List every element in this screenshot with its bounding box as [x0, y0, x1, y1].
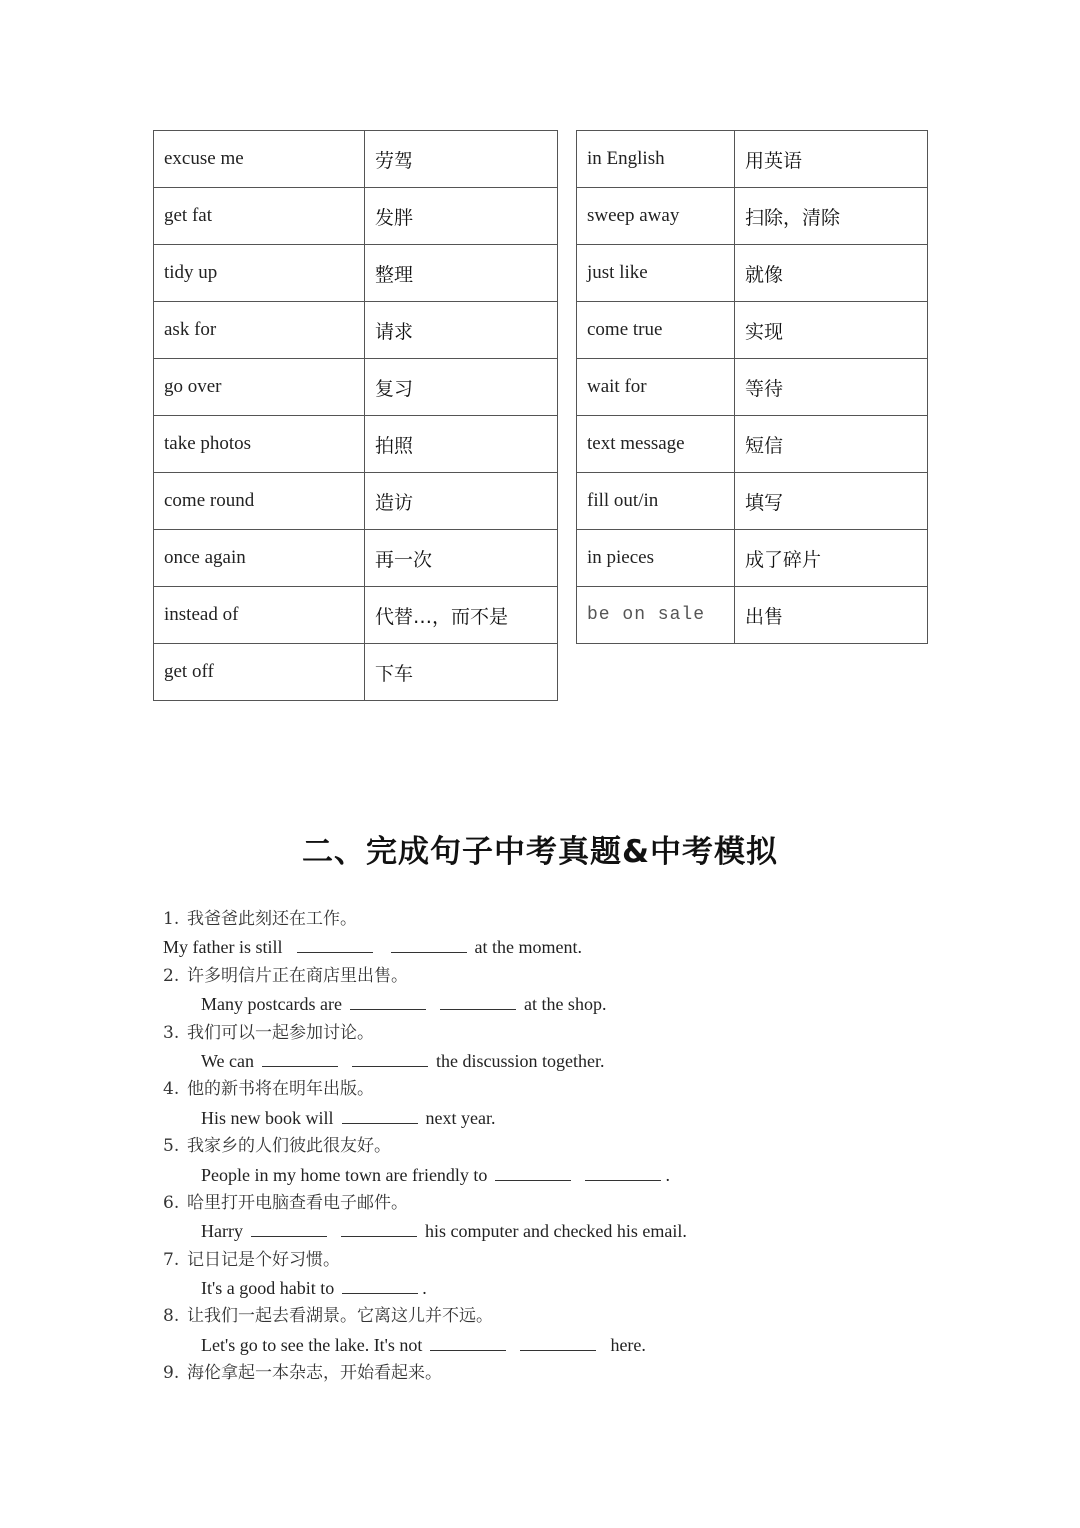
exercise-prompt	[163, 1359, 963, 1387]
vocab-row	[154, 302, 558, 359]
exercise-sentence	[163, 1047, 963, 1075]
exercise-text-before: Many postcards are	[201, 994, 342, 1015]
vocab-row	[154, 245, 558, 302]
exercise-chinese: 记日记是个好习惯。	[187, 1249, 340, 1270]
exercise-number: 6.	[163, 1192, 180, 1213]
vocab-phrase: take photos	[154, 416, 365, 473]
exercise-prompt	[163, 1132, 963, 1160]
section-title: 二、完成句子中考真题&中考模拟	[301, 834, 779, 870]
vocab-meaning: 下车	[365, 644, 558, 701]
vocab-meaning: 再一次	[365, 530, 558, 587]
vocab-row	[154, 587, 558, 644]
exercise-chinese: 让我们一起去看湖景。它离这儿并不远。	[187, 1306, 493, 1327]
vocab-row	[577, 302, 928, 359]
vocab-phrase: text message	[577, 416, 735, 473]
vocab-phrase: be on sale	[577, 587, 735, 644]
vocab-phrase: sweep away	[577, 188, 735, 245]
exercise-number: 5.	[163, 1136, 180, 1157]
vocab-phrase: wait for	[577, 359, 735, 416]
vocab-row	[154, 530, 558, 587]
exercise-text-before: My father is still	[163, 937, 283, 958]
answer-blank[interactable]	[342, 1275, 418, 1294]
vocab-meaning: 请求	[365, 302, 558, 359]
vocab-meaning: 就像	[735, 245, 928, 302]
vocab-meaning: 发胖	[365, 188, 558, 245]
exercise-text-before: People in my home town are friendly to	[201, 1164, 488, 1185]
exercise-chinese: 我们可以一起参加讨论。	[187, 1022, 374, 1043]
vocab-table-left	[153, 130, 558, 701]
exercise-text-after: at the shop.	[523, 994, 607, 1015]
answer-blank[interactable]	[495, 1162, 571, 1181]
exercise-prompt	[163, 962, 963, 990]
vocab-phrase: tidy up	[154, 245, 365, 302]
vocab-meaning: 复习	[365, 359, 558, 416]
exercise-chinese: 哈里打开电脑查看电子邮件。	[187, 1192, 408, 1213]
exercise-prompt	[163, 1246, 963, 1274]
answer-blank[interactable]	[430, 1332, 506, 1351]
vocab-phrase: get fat	[154, 188, 365, 245]
exercise-prompt	[163, 1302, 963, 1330]
exercise-number: 4.	[163, 1079, 180, 1100]
vocab-row	[577, 530, 928, 587]
vocab-phrase: come round	[154, 473, 365, 530]
exercise-chinese: 许多明信片正在商店里出售。	[187, 965, 408, 986]
exercise-text-after: .	[422, 1278, 427, 1299]
vocab-row	[154, 473, 558, 530]
vocab-row	[154, 644, 558, 701]
answer-blank[interactable]	[342, 1105, 418, 1124]
exercise-chinese: 海伦拿起一本杂志，开始看起来。	[187, 1363, 442, 1384]
vocab-phrase: fill out/in	[577, 473, 735, 530]
exercise-chinese: 我爸爸此刻还在工作。	[187, 909, 357, 929]
vocab-row	[154, 416, 558, 473]
vocab-meaning: 造访	[365, 473, 558, 530]
answer-blank[interactable]	[350, 991, 426, 1010]
vocab-row	[577, 188, 928, 245]
vocab-table-right	[576, 130, 928, 644]
answer-blank[interactable]	[520, 1332, 596, 1351]
exercise-prompt	[163, 1075, 963, 1103]
exercise-chinese: 我家乡的人们彼此很友好。	[187, 1136, 391, 1157]
exercise-sentence	[163, 933, 963, 961]
answer-blank[interactable]	[297, 934, 373, 953]
vocab-phrase: get off	[154, 644, 365, 701]
exercise-text-after: here.	[610, 1334, 646, 1355]
vocab-meaning: 代替…，而不是	[365, 587, 558, 644]
vocab-row	[154, 359, 558, 416]
exercise-sentence	[163, 1331, 963, 1359]
exercise-list	[163, 905, 963, 1388]
vocab-meaning: 用英语	[735, 131, 928, 188]
vocab-row	[577, 131, 928, 188]
vocab-row	[154, 188, 558, 245]
vocab-row	[154, 131, 558, 188]
exercise-sentence	[163, 1217, 963, 1245]
vocab-meaning: 拍照	[365, 416, 558, 473]
vocab-phrase: in English	[577, 131, 735, 188]
vocab-meaning: 整理	[365, 245, 558, 302]
vocab-phrase: excuse me	[154, 131, 365, 188]
exercise-sentence	[163, 990, 963, 1018]
vocab-meaning: 等待	[735, 359, 928, 416]
vocab-row	[577, 359, 928, 416]
vocab-phrase: go over	[154, 359, 365, 416]
vocab-row	[577, 587, 928, 644]
exercise-number: 3.	[163, 1022, 180, 1043]
vocab-row	[577, 245, 928, 302]
exercise-text-before: Harry	[201, 1221, 243, 1242]
exercise-sentence	[163, 1161, 963, 1189]
vocab-meaning: 劳驾	[365, 131, 558, 188]
vocab-row	[577, 473, 928, 530]
exercise-number: 8.	[163, 1306, 180, 1327]
vocab-meaning: 出售	[735, 587, 928, 644]
exercise-text-after: next year.	[425, 1107, 496, 1128]
exercise-prompt	[163, 1189, 963, 1217]
vocab-phrase: once again	[154, 530, 365, 587]
exercise-chinese: 他的新书将在明年出版。	[187, 1079, 374, 1100]
exercise-text-before: We can	[201, 1050, 255, 1071]
exercise-number: 2.	[163, 965, 180, 986]
answer-blank[interactable]	[440, 991, 516, 1010]
exercise-text-after: his computer and checked his email.	[424, 1221, 687, 1242]
vocab-meaning: 短信	[735, 416, 928, 473]
answer-blank[interactable]	[352, 1048, 428, 1067]
answer-blank[interactable]	[251, 1218, 327, 1237]
exercise-prompt	[163, 1019, 963, 1047]
vocab-phrase: ask for	[154, 302, 365, 359]
exercise-number: 9.	[163, 1363, 180, 1384]
vocab-phrase: in pieces	[577, 530, 735, 587]
vocab-meaning: 扫除，清除	[735, 188, 928, 245]
exercise-text-before: Let's go to see the lake. It's not	[201, 1334, 423, 1355]
exercise-sentence	[163, 1104, 963, 1132]
exercise-number: 1.	[163, 909, 180, 929]
exercise-text-before: His new book will	[201, 1107, 334, 1128]
vocab-phrase: instead of	[154, 587, 365, 644]
vocab-phrase: just like	[577, 245, 735, 302]
exercise-prompt	[163, 905, 963, 933]
vocab-meaning: 成了碎片	[735, 530, 928, 587]
answer-blank[interactable]	[391, 934, 467, 953]
exercise-text-after: the discussion together.	[436, 1050, 605, 1071]
exercise-text-before: It's a good habit to	[201, 1278, 335, 1299]
exercise-text-after: at the moment.	[474, 937, 582, 958]
exercise-number: 7.	[163, 1249, 180, 1270]
vocab-meaning: 填写	[735, 473, 928, 530]
answer-blank[interactable]	[262, 1048, 338, 1067]
vocab-meaning: 实现	[735, 302, 928, 359]
answer-blank[interactable]	[341, 1218, 417, 1237]
exercise-text-after: .	[665, 1164, 670, 1185]
vocab-phrase: come true	[577, 302, 735, 359]
vocab-row	[577, 416, 928, 473]
exercise-sentence	[163, 1274, 963, 1302]
answer-blank[interactable]	[585, 1162, 661, 1181]
